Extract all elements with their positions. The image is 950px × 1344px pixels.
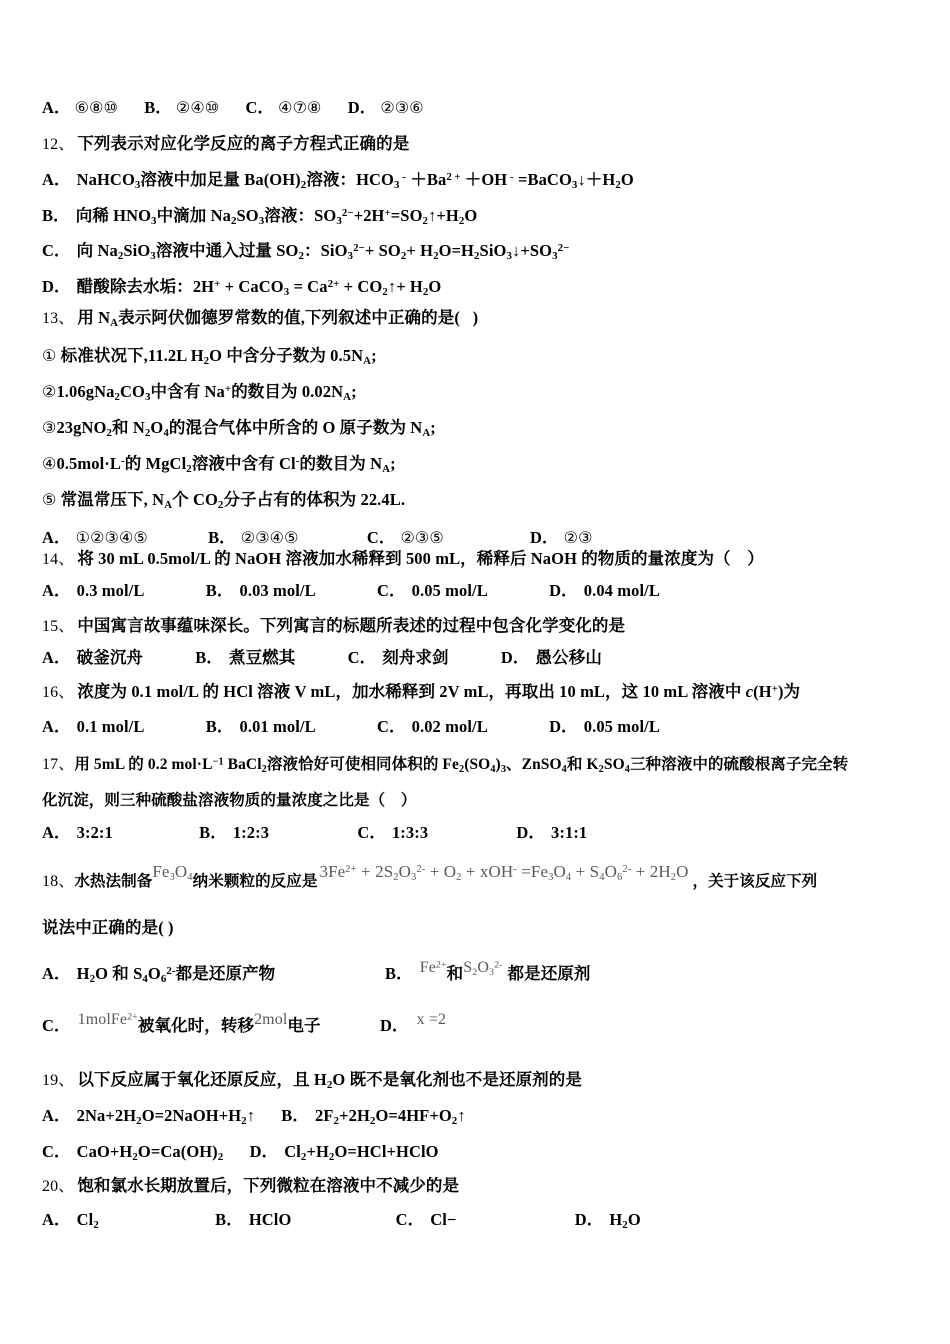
q18-stem-middle: 纳米颗粒的反应是	[192, 873, 318, 890]
q11-option-c-label: C．	[245, 98, 275, 117]
q14-stem-text: 将 30 mL 0.5mol/L 的 NaOH 溶液加水稀释到 500 mL，稀释后 NaOH 的物质的量浓度为（ ）	[77, 549, 764, 568]
q12-option-a	[42, 170, 634, 192]
q18-option-a-label: A．	[42, 964, 71, 983]
q13-item-2-text: $②1.06gNa_2CO_3$中含有 Na+的数目为 $0.02N_A$;	[42, 382, 357, 404]
q16-number: 16、	[42, 684, 75, 701]
q14-option-b-text: 0.03 mol/L	[239, 581, 315, 600]
q13-option-d-text: ②③	[563, 530, 593, 547]
q16-option-b-text: 0.01 mol/L	[239, 717, 315, 736]
q18-stem-line-1	[42, 862, 818, 890]
q18-option-c-label: C．	[42, 1016, 71, 1035]
q18-option-b-formula-fe: $Fe^{2+}$	[419, 959, 447, 976]
q13-option-b-label: B．	[208, 528, 236, 547]
q14-option-d-label: D．	[549, 581, 578, 600]
q19-options-row-2	[42, 1142, 439, 1164]
q13-item-5	[42, 490, 406, 512]
q18-option-d-formula: x =2	[416, 1011, 447, 1028]
q18-option-c	[42, 1011, 321, 1035]
q12-option-a-text: NaHCO$_3$溶液中加足量 $Ba(OH)_2$溶液：$HCO_3$ $^- +Ba^{2 +} +OH$ $^- =BaCO_3↓+H_2O$	[76, 170, 634, 192]
q20-option-c-text: Cl−	[430, 1210, 457, 1229]
q14-option-c-text: 0.05 mol/L	[411, 581, 487, 600]
q13-item-1	[42, 346, 377, 368]
q15-option-a-text: 破釜沉舟	[76, 648, 144, 667]
q13-option-c-label: C．	[366, 528, 396, 547]
q16-option-d-text: 0.05 mol/L	[583, 717, 660, 736]
q12-option-d-label: D．	[42, 277, 71, 296]
q14-option-a-label: A．	[42, 581, 71, 600]
q17-option-a-label: A．	[42, 823, 71, 842]
q13-stem	[42, 308, 479, 330]
q19-options-row-1	[42, 1106, 466, 1128]
q17-number: 17、	[42, 756, 75, 773]
q19-option-b-text: $2F_2+2H_2O=4HF+O_2↑$	[315, 1106, 466, 1128]
q12-option-d	[42, 277, 442, 299]
q13-options-row	[42, 530, 593, 547]
q11-option-c-text: ④⑦⑧	[278, 100, 322, 117]
q11-option-a-label: A．	[42, 98, 71, 117]
q16-stem	[42, 684, 800, 701]
q19-stem-text: 以下反应属于氧化还原反应，且 $H_2O$ 既不是氧化剂也不是还原剂的是	[77, 1070, 582, 1092]
q19-option-b-label: B．	[281, 1106, 310, 1125]
q20-option-b-text: HClO	[248, 1210, 292, 1229]
q18-option-d	[380, 1011, 447, 1035]
q20-option-a-text: $Cl_2$	[76, 1210, 99, 1232]
q13-option-a-text: ①②③④⑤	[75, 530, 148, 547]
q14-number: 14、	[42, 551, 75, 568]
q17-stem-line-1-text: 用 5mL 的 0.2 $mol\cdot L^{-1}$ BaCl$_2$溶液恰好可使相同体积的 $Fe_2(SO_4)_3$、ZnSO$_4$和 $K_2SO_4$三种溶液中的硫酸根离子完全转	[74, 756, 849, 775]
q13-item-4-text: ④0.5mol·L-的 MgCl$_2$溶液中含有 Cl-的数目为 $N_A$;	[42, 454, 396, 476]
q20-stem-text: 饱和氯水长期放置后，下列微粒在溶液中不减少的是	[77, 1176, 460, 1195]
q20-option-c-label: C．	[395, 1210, 425, 1229]
q16-option-c-label: C．	[377, 717, 406, 736]
q18-option-c-middle: 被氧化时，转移	[137, 1016, 255, 1035]
q20-stem	[42, 1178, 459, 1195]
q16-option-c-text: 0.02 mol/L	[411, 717, 487, 736]
q18-option-b-tail: 都是还原剂	[507, 964, 591, 983]
q17-option-c-label: C．	[357, 823, 386, 842]
q15-stem-text: 中国寓言故事蕴味深长。下列寓言的标题所表述的过程中包含化学变化的是	[77, 616, 626, 635]
q11-option-d-text: ②③⑥	[380, 100, 424, 117]
q14-options-row	[42, 583, 660, 600]
q18-option-c-tail: 电子	[287, 1016, 321, 1035]
q14-option-c-label: C．	[377, 581, 406, 600]
q16-option-b-label: B．	[205, 717, 234, 736]
q11-option-a-text: ⑥⑧⑩	[74, 100, 118, 117]
q11-option-d-label: D．	[347, 98, 377, 117]
q12-option-b-label: B．	[42, 206, 70, 225]
q13-item-2	[42, 382, 357, 404]
q11-option-b-label: B．	[144, 98, 172, 117]
q13-item-3-text: ③23gNO$_2$和 $N_2O_4$的混合气体中所含的 O 原子数为 $N_A$;	[42, 418, 436, 440]
q12-stem	[42, 136, 409, 153]
q18-option-d-label: D．	[380, 1016, 409, 1035]
q20-number: 20、	[42, 1178, 75, 1195]
q17-option-b-label: B．	[199, 823, 227, 842]
q19-option-c-text: $CaO+H_2O=Ca(OH)_2$	[76, 1142, 224, 1164]
q16-stem-text: 浓度为 0.1 mol/L 的 HCl 溶液 V mL，加水稀释到 2V mL，再取出 10 mL，这 10 mL 溶液中 c(H+)为	[77, 682, 801, 701]
q13-item-3	[42, 418, 436, 440]
q18-option-b-label: B．	[385, 964, 413, 983]
q12-option-a-label: A．	[42, 170, 71, 189]
q20-option-a-label: A．	[42, 1210, 71, 1229]
q19-option-c-label: C．	[42, 1142, 71, 1161]
q15-option-c-text: 刻舟求剑	[382, 648, 449, 667]
q18-option-a-text: $H_2O$ 和 $S_4O_6^{2-}$都是还原产物	[76, 964, 276, 986]
q19-stem	[42, 1070, 582, 1092]
q15-option-b-label: B．	[195, 648, 223, 667]
q18-option-b-formula-s2o3: $S_2O_3^{2-}$	[463, 959, 503, 978]
q14-option-d-text: 0.04 mol/L	[583, 581, 660, 600]
q14-option-a-text: 0.3 mol/L	[76, 581, 144, 600]
q15-options-row	[42, 650, 602, 667]
q17-option-d-text: 3:1:1	[551, 823, 588, 842]
q20-option-d-text: $H_2O$	[609, 1210, 641, 1232]
q13-stem-text: 用 $N_A$表示阿伏伽德罗常数的值,下列叙述中正确的是( )	[77, 308, 479, 330]
q18-stem-line-2	[42, 920, 174, 937]
q19-number: 19、	[42, 1072, 75, 1089]
q18-option-a	[42, 964, 276, 986]
q15-option-a-label: A．	[42, 648, 71, 667]
q12-option-b	[42, 206, 478, 228]
q17-option-c-text: 1:3:3	[391, 823, 429, 842]
q15-option-b-text: 煮豆燃其	[228, 648, 296, 667]
q13-option-a-label: A．	[42, 528, 71, 547]
q17-stem-line-2-text: 化沉淀，则三种硫酸盐溶液物质的量浓度之比是（ ）	[42, 792, 417, 809]
q13-number: 13、	[42, 310, 75, 327]
q18-option-b	[385, 959, 591, 983]
q12-option-c-label: C．	[42, 241, 71, 260]
q18-reaction-equation: $3Fe^{2+} + 2S_2O_3^{2-} + O_2 + xOH^- =Fe_3O_4 + S_4O_6^{2-} + 2H_2O$	[319, 862, 689, 884]
q19-option-a-label: A．	[42, 1106, 71, 1125]
q19-option-d-text: $Cl_2+H_2O=HCl+HClO$	[284, 1142, 439, 1164]
q15-stem	[42, 618, 625, 635]
q19-option-d-label: D．	[249, 1142, 279, 1161]
q12-option-c	[42, 241, 570, 263]
q15-option-c-label: C．	[347, 648, 377, 667]
q17-option-b-text: 1:2:3	[232, 823, 270, 842]
q16-option-a-label: A．	[42, 717, 71, 736]
q20-options-row	[42, 1210, 641, 1232]
q17-option-a-text: 3:2:1	[76, 823, 113, 842]
q15-number: 15、	[42, 618, 75, 635]
q18-option-b-middle: 和	[446, 964, 464, 983]
q11-options-row	[42, 100, 424, 117]
q20-option-d-label: D．	[574, 1210, 604, 1229]
q16-option-a-text: 0.1 mol/L	[76, 717, 144, 736]
q12-number: 12、	[42, 136, 75, 153]
q12-stem-text: 下列表示对应化学反应的离子方程式正确的是	[77, 134, 410, 153]
q12-option-c-text: 向 $Na_2SiO_3$溶液中通入过量 $SO_2$：$SiO_3^{2-}+ SO_2+$ $H_2O=H_2SiO_3↓+SO_3^{2-}$	[76, 241, 570, 263]
q15-option-d-text: 愚公移山	[535, 648, 602, 667]
q17-stem-line-1	[42, 757, 848, 773]
q20-option-b-label: B．	[215, 1210, 243, 1229]
q13-item-1-text: ① 标准状况下,11.2L $H_2O$ 中含分子数为 $0.5N_A$;	[42, 346, 377, 368]
q18-stem-after: ，关于该反应下列	[692, 873, 818, 890]
q16-option-d-label: D．	[549, 717, 578, 736]
q16-options-row	[42, 719, 660, 736]
q14-option-b-label: B．	[205, 581, 234, 600]
q19-option-a-text: $2Na+2H_2O=2NaOH+H_2↑$	[76, 1106, 256, 1128]
q15-option-d-label: D．	[500, 648, 530, 667]
q13-item-5-text: ⑤ 常温常压下, $N_A$个 $CO_2$分子占有的体积为 22.4L.	[42, 490, 406, 512]
q18-number: 18、	[42, 873, 75, 890]
q13-item-4	[42, 454, 396, 476]
q17-options-row	[42, 825, 587, 842]
q17-stem-line-2	[42, 793, 416, 809]
q13-option-d-label: D．	[530, 528, 559, 547]
q17-option-d-label: D．	[516, 823, 546, 842]
q14-stem	[42, 551, 764, 568]
q18-formula-fe3o4: $Fe_3O_4$	[152, 862, 193, 884]
q18-stem-before: 水热法制备	[74, 873, 153, 890]
q18-stem-line-2-text: 说法中正确的是( )	[42, 918, 174, 937]
q12-option-b-text: 向稀 $HNO_3$中滴加 $Na_2SO_3$溶液：$SO_3^{2-}+2H^+=SO_2↑+H_2O$	[75, 206, 478, 228]
q18-option-c-formula-2mol: 2mol	[254, 1011, 288, 1028]
q11-option-b-text: ②④⑩	[175, 100, 220, 117]
q12-option-d-text: 醋酸除去水垢：2H+ + CaCO$_3$ = $Ca^{2+}$ + $CO_2↑+ H_2O$	[76, 277, 442, 299]
q18-option-c-formula-1molfe: 1molFe$^{2+}$	[77, 1011, 138, 1028]
q13-option-c-text: ②③⑤	[400, 530, 444, 547]
q13-option-b-text: ②③④⑤	[240, 530, 299, 547]
